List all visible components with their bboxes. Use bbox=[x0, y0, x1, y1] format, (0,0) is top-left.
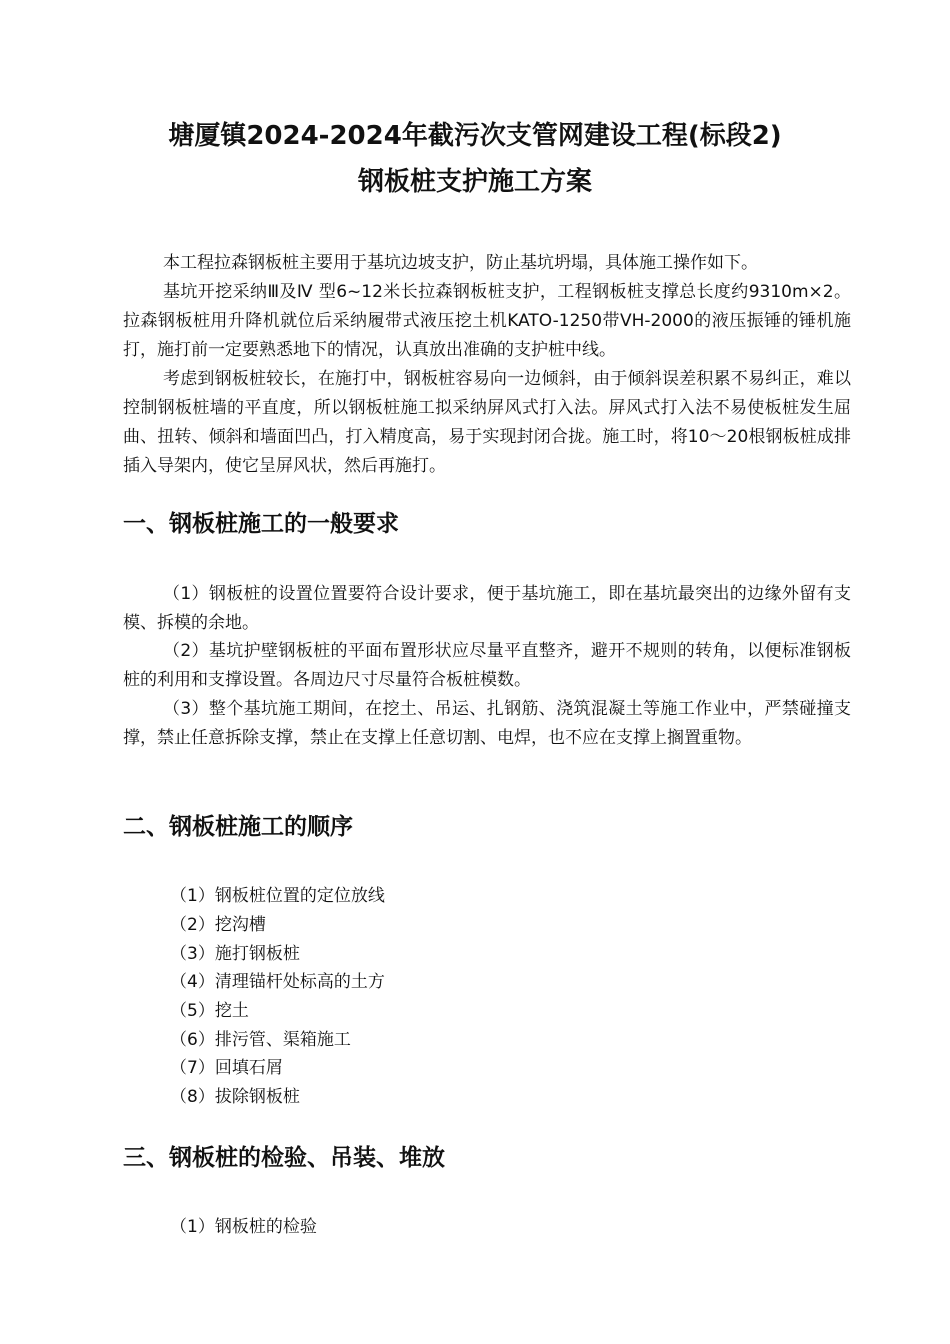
requirement-item-1: （1）钢板桩的设置位置要符合设计要求，便于基坑施工，即在基坑最突出的边缘外留有支模、拆模的余地。 bbox=[123, 584, 851, 633]
sequence-item-2: （2）挖沟槽 bbox=[170, 915, 266, 935]
sequence-item-1: （1）钢板桩位置的定位放线 bbox=[170, 886, 385, 906]
sequence-item-3: （3）施打钢板桩 bbox=[170, 944, 300, 964]
sequence-item-6: （6）排污管、渠箱施工 bbox=[170, 1030, 351, 1050]
section-heading-sequence: 二、钢板桩施工的顺序 bbox=[123, 814, 353, 840]
document-title-line2: 钢板桩支护施工方案 bbox=[357, 167, 592, 197]
sequence-item-4: （4）清理锚杆处标高的土方 bbox=[170, 972, 385, 992]
sequence-item-5: （5）挖土 bbox=[170, 1001, 249, 1021]
requirement-item-3: （3）整个基坑施工期间，在挖土、吊运、扎钢筋、浇筑混凝土等施工作业中，严禁碰撞支撑，禁止任意拆除支撑，禁止在支撑上任意切割、电焊，也不应在支撑上搁置重物。 bbox=[123, 699, 851, 748]
document-title-line1: 塘厦镇2024-2024年截污次支管网建设工程(标段2) bbox=[168, 121, 782, 151]
intro-paragraph-2: 基坑开挖采纳Ⅲ及Ⅳ 型6~12米长拉森钢板桩支护，工程钢板桩支撑总长度约9310m×2。拉森钢板桩用升降机就位后采纳履带式液压挖土机KATO-1250带VH-2000的液压振锤的锤机施打，施打前一定要熟悉地下的情况，认真放出准确的支护桩中线。 bbox=[123, 282, 851, 360]
inspection-item-1: （1）钢板桩的检验 bbox=[170, 1217, 317, 1237]
sequence-item-8: （8）拔除钢板桩 bbox=[170, 1087, 300, 1107]
intro-paragraph-1: 本工程拉森钢板桩主要用于基坑边坡支护，防止基坑坍塌，具体施工操作如下。 bbox=[163, 253, 758, 273]
requirement-item-2: （2）基坑护壁钢板桩的平面布置形状应尽量平直整齐，避开不规则的转角，以便标准钢板桩的利用和支撑设置。各周边尺寸尽量符合板桩模数。 bbox=[123, 641, 851, 690]
section-heading-inspection: 三、钢板桩的检验、吊装、堆放 bbox=[123, 1145, 445, 1171]
intro-paragraph-3: 考虑到钢板桩较长，在施打中，钢板桩容易向一边倾斜，由于倾斜误差积累不易纠正，难以控制钢板桩墙的平直度，所以钢板桩施工拟采纳屏风式打入法。屏风式打入法不易使板桩发生屈曲、扭转、倾斜和墙面凹凸，打入精度高，易于实现封闭合拢。施工时，将10～20根钢板桩成排插入导架内，使它呈屏风状，然后再施打。 bbox=[123, 369, 851, 476]
sequence-item-7: （7）回填石屑 bbox=[170, 1058, 283, 1078]
section-heading-general-requirements: 一、钢板桩施工的一般要求 bbox=[123, 511, 399, 537]
